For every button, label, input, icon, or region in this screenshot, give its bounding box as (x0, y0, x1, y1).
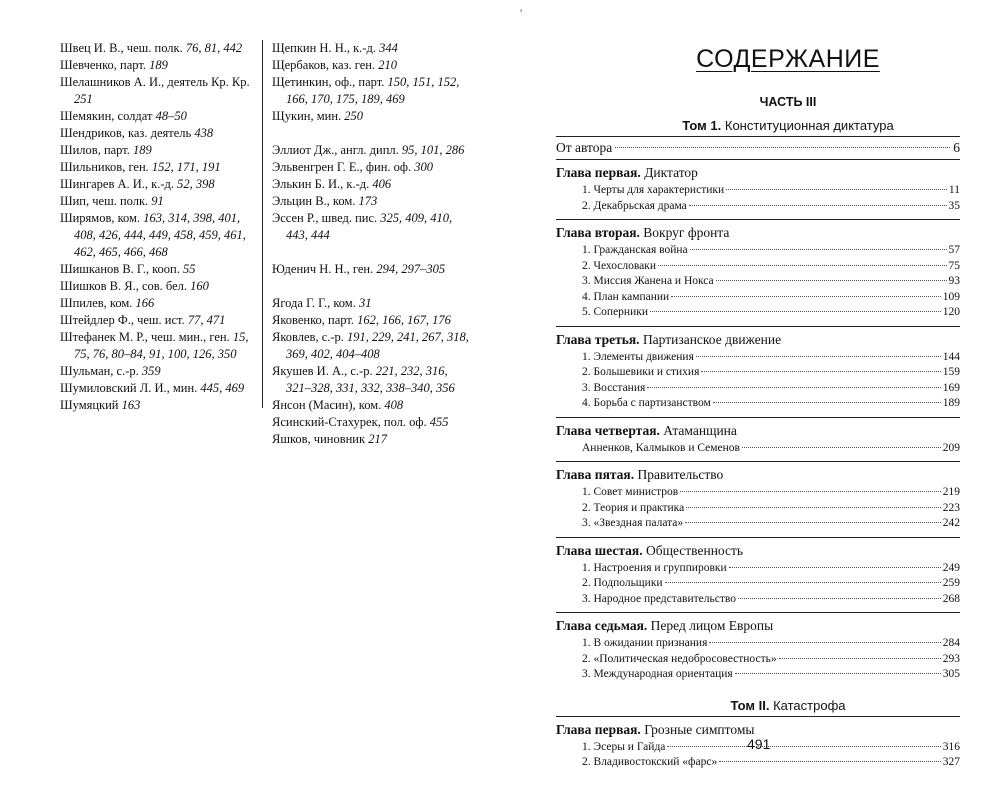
chapter-title: Диктатор (644, 165, 698, 180)
toc-author-page: 6 (953, 140, 960, 155)
index-entry (272, 74, 470, 108)
toc-section-label: 1. Настроения и группировки (582, 561, 727, 574)
index-entry (60, 108, 260, 125)
index-entry-name: Щетинкин, оф., парт. (272, 75, 385, 89)
toc-section[interactable] (556, 381, 960, 397)
volume-heading-2 (616, 696, 960, 716)
index-entry (60, 193, 260, 210)
index-entry-name: Швец И. В., чеш. полк. (60, 41, 183, 55)
column-divider (262, 40, 263, 408)
index-entry-name: Эссен Р., швед. пис. (272, 211, 378, 225)
divider (556, 461, 960, 462)
index-entry-name: Шендриков, каз. деятель (60, 126, 192, 140)
index-entry-pages: 251 (74, 92, 93, 106)
chapter-title: Атаманщина (663, 422, 737, 438)
index-entry (272, 312, 470, 329)
leader-dots (650, 311, 941, 312)
index-entry-name: Щепкин Н. Н., к.-д. (272, 41, 376, 55)
index-entry-name: Шумяцкий (60, 398, 119, 412)
toc-section[interactable] (556, 365, 960, 381)
index-column-1 (60, 40, 260, 414)
volume-title: Катастрофа (773, 697, 846, 713)
index-entry-pages: 163 (121, 398, 141, 412)
index-entry (272, 40, 470, 57)
index-entry (60, 210, 260, 261)
leader-dots (680, 491, 941, 492)
toc-section-page: 189 (942, 397, 960, 409)
toc-section-label: 1. Эсеры и Гайда (582, 740, 666, 753)
toc-section[interactable] (556, 396, 960, 412)
index-entry (60, 261, 260, 278)
toc-section-page: 35 (948, 199, 960, 212)
toc-section[interactable] (556, 667, 960, 683)
toc-section[interactable] (556, 441, 960, 457)
toc-section-page: 293 (942, 652, 960, 665)
leader-dots (709, 642, 940, 643)
divider (556, 159, 960, 160)
index-entry-name: Щукин, мин. (272, 109, 342, 123)
index-entry-name: Щербаков, каз. ген. (272, 58, 376, 72)
index-entry-pages: 48–50 (155, 109, 187, 123)
index-entry (272, 414, 470, 431)
index-entry-pages: 406 (372, 177, 392, 191)
index-entry-pages: 221, 232, 316, 321–328, 331, 332, 338–340, 356 (286, 364, 455, 395)
toc-section[interactable] (556, 305, 960, 321)
index-entry-name: Юденич Н. Н., ген. (272, 262, 374, 276)
toc-section-label: 2. «Политическая недобросовестность» (582, 652, 777, 665)
toc-section[interactable] (556, 516, 960, 532)
index-entry (60, 125, 260, 142)
toc-section-label: Анненков, Калмыков и Семенов (582, 441, 740, 454)
toc-section-page: 242 (942, 517, 960, 529)
leader-dots (701, 371, 940, 372)
toc-section-page: 284 (942, 637, 960, 649)
chapter-heading[interactable] (556, 163, 960, 183)
chapter-heading[interactable] (556, 330, 960, 350)
toc-section-label: 2. Подпольщики (582, 577, 663, 589)
index-entry-name: Шевченко, парт. (60, 58, 147, 72)
chapter-title: Правительство (637, 467, 724, 482)
index-entry-name: Шумиловский Л. И., мин. (60, 381, 198, 395)
chapter-heading[interactable] (556, 465, 960, 485)
index-entry-name: Штефанек М. Р., чеш. мин., ген. (60, 330, 230, 344)
toc-section-page: 305 (942, 668, 960, 680)
index-entry (272, 210, 470, 244)
chapter-heading[interactable] (556, 421, 960, 441)
chapter-number: Глава третья. (556, 331, 640, 347)
index-entry (272, 295, 470, 312)
index-entry-pages: 76, 81, 442 (185, 41, 243, 55)
toc-section[interactable] (556, 592, 960, 608)
index-entry (60, 312, 260, 329)
index-entry-name: Шингарев А. И., к.-д. (60, 177, 175, 191)
index-entry (60, 40, 260, 57)
toc-section-label: 3. Народное представительство (582, 592, 736, 605)
toc-section[interactable] (556, 199, 960, 215)
toc-section-page: 316 (942, 740, 960, 753)
toc-section-page: 75 (948, 259, 960, 272)
toc-section[interactable] (556, 636, 960, 652)
chapter-title: Вокруг фронта (643, 225, 730, 240)
chapter-heading[interactable] (556, 541, 960, 561)
index-entry-name: Шишков В. Я., сов. бел. (60, 279, 187, 293)
index-entry-pages: 91 (151, 194, 164, 208)
index-entry-pages: 445, 469 (200, 381, 245, 395)
leader-dots (742, 447, 941, 448)
index-entry-pages: 77, 471 (187, 313, 226, 327)
index-entry-pages: 173 (358, 194, 378, 208)
index-entry-name: Яковенко, парт. (272, 313, 355, 327)
index-column-2 (272, 40, 470, 448)
toc-section[interactable] (556, 243, 960, 259)
chapter-number: Глава вторая. (556, 225, 640, 240)
toc-section[interactable] (556, 755, 960, 771)
index-entry-pages: 300 (414, 160, 433, 174)
volume-heading-1 (616, 116, 960, 136)
toc-section-label: 1. Элементы движения (582, 350, 694, 363)
index-entry-pages: 217 (368, 432, 387, 446)
index-entry (60, 397, 260, 414)
index-entry-name: Янсон (Масин), ком. (272, 398, 382, 412)
toc-section-page: 209 (942, 441, 960, 454)
toc-section[interactable] (556, 501, 960, 517)
index-entry-pages: 189 (133, 143, 152, 157)
toc-author-label: От автора (556, 140, 613, 155)
index-entry-pages: 191, 229, 241, 267, 318, 369, 402, 404–408 (286, 330, 469, 361)
index-entry-pages: 52, 398 (177, 177, 215, 191)
divider (556, 219, 960, 220)
index-entry-pages: 95, 101, 286 (401, 143, 465, 157)
toc-section-page: 57 (948, 244, 960, 256)
chapter-title: Партизанское движение (642, 331, 782, 347)
index-entry-pages: 344 (379, 41, 398, 55)
toc-section-page: 259 (942, 577, 960, 589)
toc-section-label: 2. Большевики и стихия (582, 366, 700, 378)
toc-section-label: 3. «Звездная палата» (582, 517, 684, 529)
index-entry-pages: 31 (358, 296, 372, 310)
index-entry-pages: 438 (194, 126, 214, 140)
index-entry (272, 261, 470, 278)
index-entry-name: Ягода Г. Г., ком. (272, 296, 356, 310)
index-entry (60, 57, 260, 74)
divider (556, 612, 960, 613)
part-heading: ЧАСТЬ III (759, 95, 817, 109)
index-entry-name: Эльцин В., ком. (272, 194, 356, 208)
volume-label: Том 1. (682, 118, 722, 133)
toc-section-label: 1. Совет министров (582, 486, 679, 498)
index-entry-name: Шип, чеш. полк. (60, 194, 149, 208)
index-entry-pages: 250 (344, 109, 364, 123)
table-of-contents (556, 44, 960, 776)
index-entry-name: Шульман, с.-р. (60, 364, 139, 378)
leader-dots (615, 147, 950, 148)
chapter-number: Глава седьмая. (556, 618, 648, 633)
chapter-number: Глава первая. (556, 165, 641, 180)
divider (556, 716, 960, 717)
index-entry-pages: 160 (190, 279, 209, 293)
chapter-number: Глава первая. (556, 721, 641, 737)
index-entry (60, 380, 260, 397)
index-entry-pages: 162, 166, 167, 176 (357, 313, 451, 327)
leader-dots (696, 356, 941, 357)
toc-section-label: 1. Черты для характеристики (582, 184, 725, 196)
index-entry-pages: 189 (149, 58, 168, 72)
leader-dots (665, 582, 941, 583)
toc-section-page: 109 (942, 290, 960, 303)
toc-section-label: 5. Соперники (582, 306, 648, 318)
leader-dots (713, 402, 941, 403)
leader-dots (726, 189, 947, 190)
chapter-heading[interactable] (556, 223, 960, 243)
index-entry-pages: 359 (141, 364, 161, 378)
toc-section-label: 2. Теория и практика (582, 501, 685, 514)
toc-section-label: 1. Гражданская война (582, 244, 688, 256)
index-entry-pages: 210 (378, 58, 397, 72)
index-entry (60, 74, 260, 108)
toc-section-page: 223 (942, 501, 960, 514)
chapter-number: Глава четвертая. (556, 422, 660, 438)
toc-section-label: 3. Восстания (582, 381, 646, 394)
index-entry-name: Ширямов, ком. (60, 211, 141, 225)
toc-section-page: 249 (942, 561, 960, 574)
toc-section[interactable] (556, 183, 960, 199)
page-number: 491 (747, 736, 771, 752)
index-entry (272, 329, 470, 363)
index-entry-name: Ясинский-Стахурек, пол. оф. (272, 415, 427, 429)
toc-section-page: 159 (942, 366, 960, 378)
toc-section-page: 11 (948, 184, 960, 196)
leader-dots (667, 746, 940, 747)
index-entry-name: Якушев И. А., с.-р. (272, 364, 373, 378)
index-entry-name: Шемякин, солдат (60, 109, 153, 123)
index-entry-pages: 166 (135, 296, 155, 310)
index-entry-name: Шелашников А. И., деятель Кр. Кр. (60, 75, 250, 89)
index-entry (60, 329, 260, 363)
chapter-heading[interactable] (556, 616, 960, 636)
index-entry-name: Шпилев, ком. (60, 296, 133, 310)
index-entry (272, 193, 470, 210)
index-entry (272, 176, 470, 193)
toc-section-page: 144 (942, 350, 960, 363)
index-entry-pages: 150, 151, 152, 166, 170, 175, 189, 469 (286, 75, 460, 106)
index-entry-pages: 163, 314, 398, 401, 408, 426, 444, 449, 458, 459, 461, 462, 465, 466, 468 (74, 211, 246, 259)
divider (556, 326, 960, 327)
index-entry (272, 108, 470, 125)
leader-dots (779, 658, 941, 659)
toc-section[interactable] (556, 561, 960, 577)
toc-section-label: 3. Миссия Жанена и Нокса (582, 275, 714, 287)
leader-dots (738, 598, 941, 599)
index-entry-pages: 55 (182, 262, 196, 276)
divider (556, 417, 960, 418)
leader-dots (671, 296, 941, 297)
toc-section-label: 4. Борьба с партизанством (582, 397, 711, 409)
toc-section-page: 219 (942, 486, 960, 498)
page-title: СОДЕРЖАНИЕ (696, 45, 880, 73)
index-entry-name: Яковлев, с.-р. (272, 330, 344, 344)
toc-section-label: 1. В ожидании признания (582, 637, 708, 649)
index-entry (60, 278, 260, 295)
toc-section-label: 4. План кампании (582, 290, 670, 303)
toc-section[interactable] (556, 576, 960, 592)
toc-section-label: 2. Чехословаки (582, 259, 656, 272)
toc-section-label: 2. Декабрьская драма (582, 199, 687, 212)
index-entry (60, 159, 260, 176)
index-entry (272, 397, 470, 414)
index-entry (272, 142, 470, 159)
leader-dots (735, 673, 941, 674)
volume-title: Конституционная диктатура (724, 118, 894, 133)
index-entry-pages: 15, 75, 76, 80–84, 91, 100, 126, 350 (74, 330, 249, 361)
divider (556, 537, 960, 538)
toc-section[interactable] (556, 350, 960, 366)
leader-dots (716, 280, 947, 281)
index-entry-pages: 294, 297–305 (376, 262, 446, 276)
toc-author-row[interactable] (556, 137, 960, 159)
leader-dots (689, 205, 947, 206)
toc-section[interactable] (556, 290, 960, 306)
toc-section[interactable] (556, 652, 960, 668)
toc-section-page: 93 (948, 275, 960, 287)
leader-dots (647, 387, 940, 388)
margin-mark: ' (520, 6, 523, 20)
index-entry (272, 159, 470, 176)
chapter-number: Глава пятая. (556, 467, 635, 482)
leader-dots (686, 507, 941, 508)
chapter-title: Грозные симптомы (644, 721, 755, 737)
toc-section-page: 169 (942, 381, 960, 394)
index-entry (272, 431, 470, 448)
index-entry (272, 363, 470, 397)
index-entry-pages: 325, 409, 410, 443, 444 (286, 211, 453, 242)
toc-section[interactable] (556, 259, 960, 275)
index-entry-name: Шишканов В. Г., кооп. (60, 262, 180, 276)
index-entry-name: Эльвенгрен Г. Е., фин. оф. (272, 160, 412, 174)
index-entry-pages: 408 (384, 398, 404, 412)
leader-dots (658, 265, 947, 266)
leader-dots (719, 761, 941, 762)
toc-section[interactable] (556, 274, 960, 290)
chapter-number: Глава шестая. (556, 542, 643, 558)
index-entry (60, 142, 260, 159)
index-entry-pages: 455 (429, 415, 449, 429)
chapter-title: Перед лицом Европы (650, 618, 774, 633)
index-entry-name: Элькин Б. И., к.-д. (272, 177, 370, 191)
toc-section-page: 268 (942, 592, 960, 605)
index-entry (272, 57, 470, 74)
leader-dots (685, 522, 941, 523)
index-entry-name: Яшков, чиновник (272, 432, 366, 446)
leader-dots (729, 567, 941, 568)
toc-section-label: 2. Владивостокский «фарс» (582, 756, 718, 768)
volume-label: Том II. (730, 697, 770, 713)
index-entry-name: Эллиот Дж., англ. дипл. (272, 143, 399, 157)
toc-section-label: 3. Международная ориентация (582, 668, 733, 680)
index-entry-name: Штейдлер Ф., чеш. ист. (60, 313, 185, 327)
index-entry (60, 295, 260, 312)
toc-section-page: 120 (942, 306, 960, 318)
toc-section[interactable] (556, 485, 960, 501)
leader-dots (690, 249, 947, 250)
toc-section-page: 327 (942, 756, 960, 768)
index-entry (60, 363, 260, 380)
index-entry (60, 176, 260, 193)
index-entry-pages: 152, 171, 191 (151, 160, 221, 174)
chapter-title: Общественность (645, 542, 744, 558)
index-entry-name: Шилов, парт. (60, 143, 130, 157)
index-entry-name: Шильников, ген. (60, 160, 149, 174)
